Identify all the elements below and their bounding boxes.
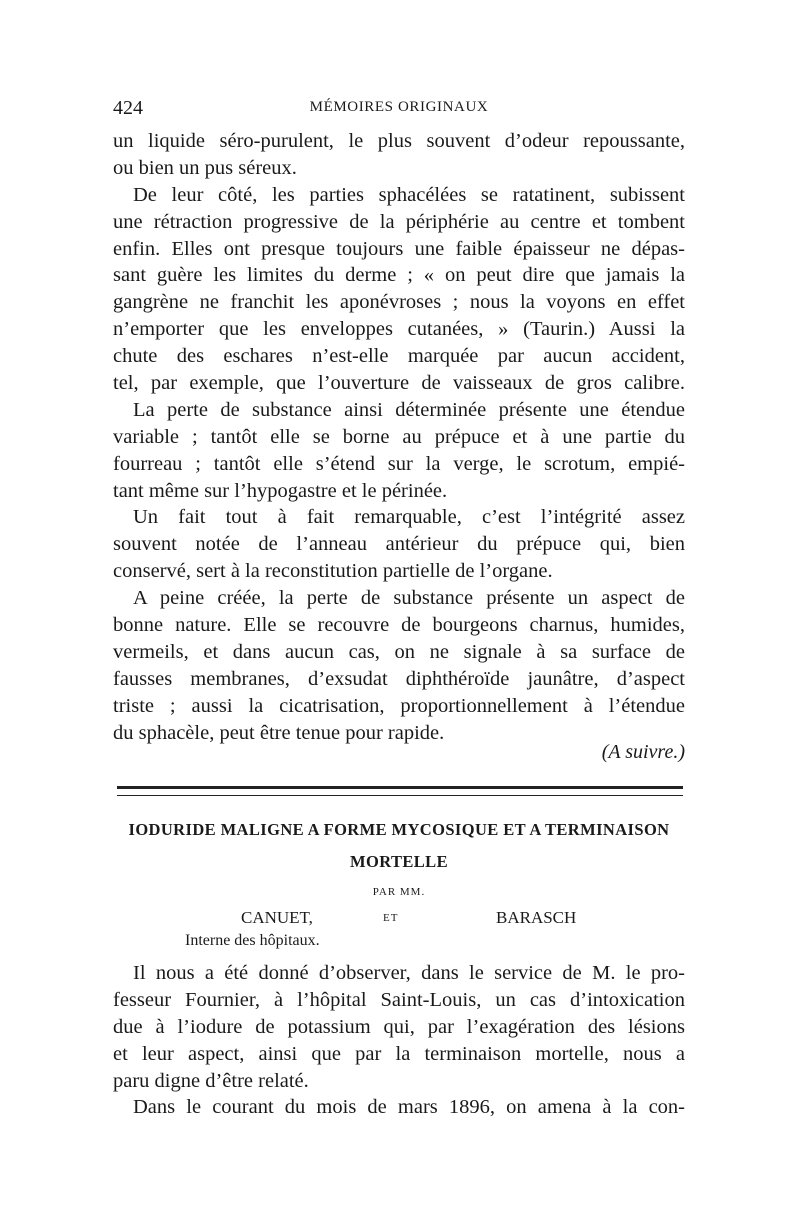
text-line: Il nous a été donné d’observer, dans le service de M. le pro- bbox=[133, 962, 685, 984]
text-line: vermeils, et dans aucun cas, on ne signale à sa surface de bbox=[113, 640, 685, 663]
author-conjunction: ET bbox=[383, 912, 399, 924]
text-line: paru digne d’être relaté. bbox=[113, 1069, 309, 1092]
text-line: chute des eschares n’est-elle marquée par aucun accident, bbox=[113, 345, 685, 368]
article-title-line-1: IODURIDE MALIGNE A FORME MYCOSIQUE ET A TERMINAISON bbox=[128, 820, 670, 839]
text-line: ou bien un pus séreux. bbox=[113, 156, 297, 179]
byline: PAR MM. bbox=[372, 886, 426, 898]
article-title-line-2: MORTELLE bbox=[350, 852, 448, 871]
text-line: conservé, sert à la reconstitution partielle de l’organe. bbox=[113, 560, 553, 583]
author-name-2: BARASCH bbox=[496, 908, 577, 927]
text-line: A peine créée, la perte de substance présente un aspect de bbox=[133, 587, 685, 610]
text-line: gangrène ne franchit les aponévroses ; nous la voyons en effet bbox=[113, 291, 685, 314]
authors bbox=[113, 908, 685, 932]
text-line: Un fait tout à fait remarquable, c’est l’intégrité assez bbox=[133, 506, 685, 529]
text-line: Dans le courant du mois de mars 1896, on amena à la con- bbox=[133, 1096, 685, 1119]
text-line: tant même sur l’hypogastre et le périnée. bbox=[113, 479, 448, 502]
section-divider-thin bbox=[117, 795, 683, 796]
text-line: du sphacèle, peut être tenue pour rapide. bbox=[113, 721, 445, 744]
text-line: tel, par exemple, que l’ouverture de vaisseaux de gros calibre. bbox=[113, 372, 685, 395]
text-line: fesseur Fournier, à l’hôpital Saint-Louis, un cas d’intoxication bbox=[113, 988, 685, 1011]
author-name-1: CANUET, bbox=[241, 908, 313, 927]
running-head bbox=[113, 97, 685, 121]
memoir-continuation-text bbox=[113, 128, 685, 746]
text-line: De leur côté, les parties sphacélées se ratatinent, subissent bbox=[133, 183, 685, 206]
to-be-continued: (A suivre.) bbox=[601, 741, 685, 763]
text-line: n’emporter que les enveloppes cutanées, » (Taurin.) Aussi la bbox=[113, 318, 685, 341]
text-line: La perte de substance ainsi déterminée présente une étendue bbox=[133, 398, 685, 421]
text-line: bonne nature. Elle se recouvre de bourgeons charnus, humides, bbox=[113, 614, 685, 637]
text-line: fausses membranes, d’exsudat diphthéroïde jaunâtre, d’aspect bbox=[113, 667, 685, 690]
article-body-text bbox=[113, 960, 685, 1121]
text-line: enfin. Elles ont presque toujours une faible épaisseur ne dépas- bbox=[113, 237, 685, 260]
text-line: et leur aspect, ainsi que par la terminaison mortelle, nous a bbox=[113, 1042, 685, 1065]
text-line: variable ; tantôt elle se borne au prépuce et à une partie du bbox=[113, 425, 685, 448]
text-line: souvent notée de l’anneau antérieur du prépuce qui, bien bbox=[113, 533, 685, 556]
text-line: fourreau ; tantôt elle s’étend sur la verge, le scrotum, empié- bbox=[113, 452, 685, 475]
page-number: 424 bbox=[113, 97, 143, 119]
text-line: due à l’iodure de potassium qui, par l’exagération des lésions bbox=[113, 1015, 685, 1038]
section-divider-thick bbox=[117, 786, 683, 789]
text-line: une rétraction progressive de la périphérie au centre et tombent bbox=[113, 210, 685, 233]
text-line: sant guère les limites du derme ; « on peut dire que jamais la bbox=[113, 264, 685, 287]
text-line: un liquide séro-purulent, le plus souvent d’odeur repoussante, bbox=[113, 130, 685, 152]
running-title: MÉMOIRES ORIGINAUX bbox=[309, 99, 489, 115]
text-line: triste ; aussi la cicatrisation, proportionnellement à l’étendue bbox=[113, 694, 685, 717]
author-role: Interne des hôpitaux. bbox=[185, 932, 320, 949]
